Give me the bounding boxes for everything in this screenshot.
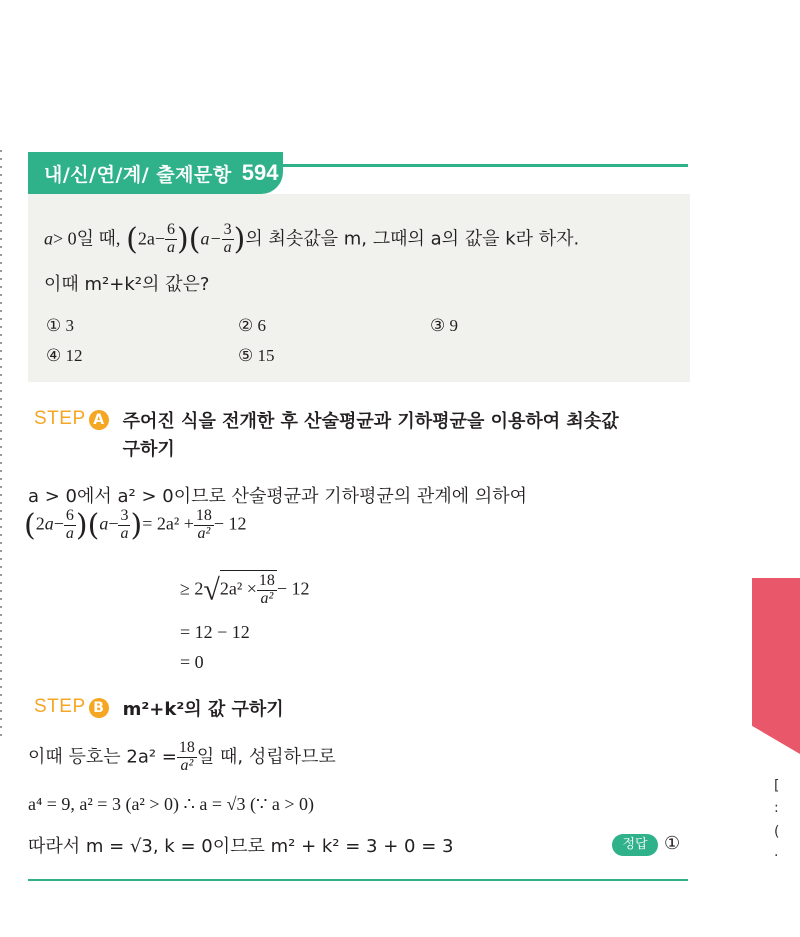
chapter-side-tab[interactable] bbox=[752, 578, 800, 754]
paren-close: ) bbox=[75, 508, 88, 543]
eq2-a: ≥ 2 bbox=[180, 578, 204, 599]
eq1-rhs-a: = 2a² + bbox=[142, 513, 194, 534]
step-a-heading bbox=[34, 408, 619, 464]
problem-line-2: 이때 m²+k²의 값은? bbox=[44, 274, 210, 295]
side-mark-3: ( bbox=[774, 824, 780, 840]
frac-6-a: $\frac{6}{a}$ bbox=[65, 507, 74, 542]
step-a-word: STEP bbox=[34, 408, 86, 429]
problem-tail: 의 최솟값을 m, 그때의 a의 값을 k라 하자. bbox=[245, 228, 580, 250]
sol-a-eq-4: = 0 bbox=[180, 652, 204, 672]
binding-edge bbox=[0, 150, 2, 740]
frac-18-a2-inner: $\frac{18}{\text{a²}}$ bbox=[258, 572, 275, 607]
paren-close-1: ) bbox=[177, 222, 189, 257]
step-b-badge: B bbox=[89, 698, 109, 718]
sol-a-eq-3: = 12 − 12 bbox=[180, 622, 250, 642]
frac-3-over-a: $\frac{3}{a}$ bbox=[223, 221, 232, 256]
paren-open-2: ( bbox=[188, 222, 201, 257]
problem-number: 594 bbox=[241, 160, 279, 185]
expr-2a: 2a− bbox=[137, 228, 166, 249]
choice-2[interactable]: ② 6 bbox=[238, 316, 266, 335]
problem-line-1 bbox=[44, 222, 579, 257]
paren-close-2: ) bbox=[233, 222, 246, 257]
paren-open: ( bbox=[24, 508, 36, 543]
eq2-b: − 12 bbox=[276, 578, 310, 599]
sol-a-eq-2 bbox=[180, 570, 310, 608]
side-mark-4: · bbox=[774, 848, 779, 864]
side-mark-1: [ bbox=[774, 778, 780, 794]
answer-badge: 정답 bbox=[612, 834, 658, 856]
choice-4[interactable]: ④ 12 bbox=[46, 346, 83, 365]
expr-a: a− bbox=[200, 228, 222, 249]
footer-rule bbox=[28, 879, 688, 881]
frac-6-over-a: $\frac{6}{a}$ bbox=[167, 221, 176, 256]
sol-b-line-1-a: 이때 등호는 2a² = bbox=[28, 746, 177, 768]
sqrt-content: 2a² × $\frac{18}{\text{a²}}$ bbox=[219, 572, 275, 607]
side-mark-2: : bbox=[774, 800, 779, 816]
sol-b-line-1-b: 일 때, 성립하므로 bbox=[196, 746, 336, 768]
step-a-title-2: 구하기 bbox=[122, 439, 175, 460]
choice-1[interactable]: ① 3 bbox=[46, 316, 74, 335]
paren-open-b: ( bbox=[87, 508, 100, 543]
step-b-heading bbox=[34, 696, 284, 724]
step-b-word: STEP bbox=[34, 696, 86, 717]
sol-b-line-2: a⁴ = 9, a² = 3 (a² > 0) ∴ a = √3 (∵ a > 0) bbox=[28, 794, 315, 814]
var-a: a bbox=[44, 228, 53, 249]
step-a-badge: A bbox=[89, 410, 109, 430]
choice-3[interactable]: ③ 9 bbox=[430, 316, 458, 335]
sol-a-line-1: a > 0에서 a² > 0이므로 산술평균과 기하평균의 관계에 의하여 bbox=[28, 486, 527, 507]
sol-a-eq-1: (2a− $\frac{6}{a}$ )(a− $\frac{3}{a}$ )= 2a² + $\frac{18}{\text{a²}}$ − 12 bbox=[24, 507, 247, 543]
step-a-title-1: 주어진 식을 전개한 후 산술평균과 기하평균을 이용하여 최솟값 bbox=[122, 411, 619, 432]
choice-5[interactable]: ⑤ 15 bbox=[238, 346, 275, 365]
answer-value: ① bbox=[664, 833, 681, 853]
problem-tab bbox=[28, 152, 283, 194]
paren-open-1: ( bbox=[126, 222, 138, 257]
frac-18-a2: $\frac{18}{\text{a²}}$ bbox=[195, 507, 212, 542]
condition: > 0일 때, bbox=[53, 228, 121, 249]
problem-box bbox=[28, 194, 690, 382]
paren-close-b: ) bbox=[130, 508, 143, 543]
tab-label: 내/신/연/계/ 출제문항 bbox=[44, 163, 232, 186]
sqrt-sign: √ bbox=[203, 573, 220, 607]
sol-b-line-1 bbox=[28, 740, 336, 775]
eq1-rhs-b: − 12 bbox=[213, 513, 247, 534]
frac-18-a2-b: $\frac{18}{\text{a²}}$ bbox=[178, 739, 195, 774]
sol-b-line-3: 따라서 m = √3, k = 0이므로 m² + k² = 3 + 0 = 3 bbox=[28, 836, 454, 857]
frac-3-a: $\frac{3}{a}$ bbox=[120, 507, 129, 542]
step-b-title: m²+k²의 값 구하기 bbox=[122, 699, 284, 720]
